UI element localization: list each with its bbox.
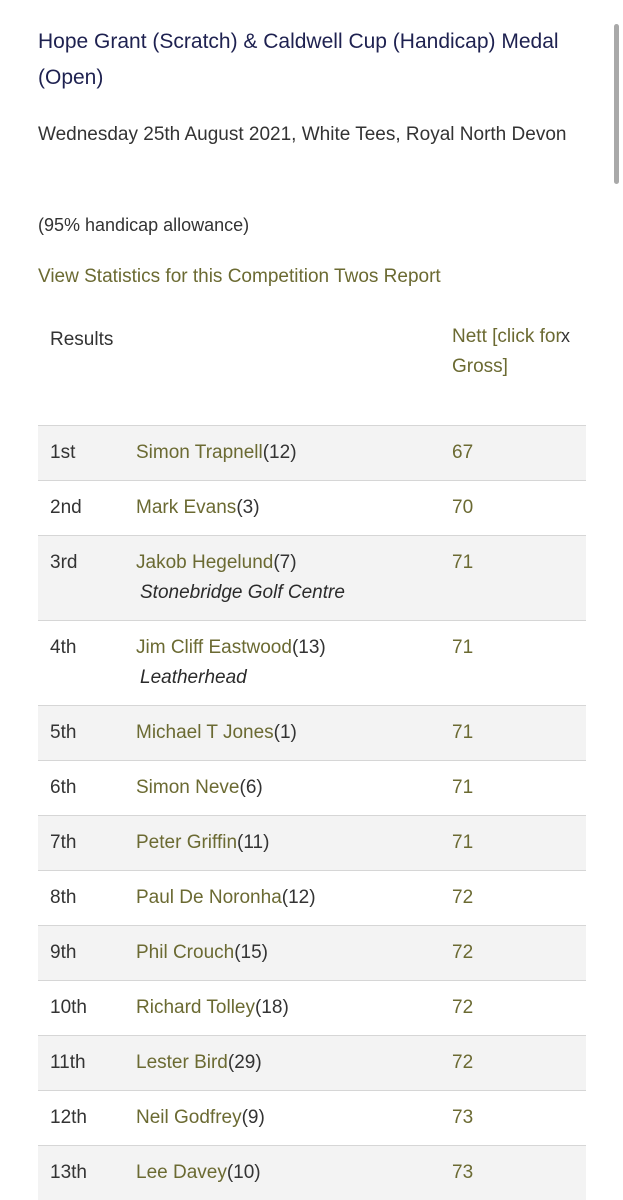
row-player bbox=[136, 885, 316, 911]
player-handicap: (3) bbox=[236, 497, 260, 518]
table-row bbox=[38, 981, 586, 1036]
player-name-link[interactable]: Michael T Jones bbox=[136, 722, 274, 743]
table-row bbox=[38, 481, 586, 536]
player-name-link[interactable]: Phil Crouch bbox=[136, 942, 235, 963]
row-player bbox=[136, 495, 260, 521]
row-score[interactable]: 71 bbox=[452, 777, 474, 798]
row-player bbox=[136, 995, 289, 1021]
row-position: 1st bbox=[50, 442, 76, 463]
row-position: 9th bbox=[50, 942, 77, 963]
row-player bbox=[136, 550, 297, 576]
player-name-link[interactable]: Paul De Noronha bbox=[136, 887, 282, 908]
row-position: 12th bbox=[50, 1107, 87, 1128]
row-score[interactable]: 71 bbox=[452, 832, 474, 853]
table-row bbox=[38, 621, 586, 706]
row-score[interactable]: 72 bbox=[452, 887, 474, 908]
row-player bbox=[136, 440, 297, 466]
row-position: 5th bbox=[50, 722, 77, 743]
player-handicap: (11) bbox=[237, 832, 270, 853]
player-handicap: (13) bbox=[291, 637, 326, 658]
row-score[interactable]: 72 bbox=[452, 1052, 474, 1073]
row-player bbox=[136, 720, 297, 746]
row-position: 2nd bbox=[50, 497, 82, 518]
row-score[interactable]: 70 bbox=[452, 497, 474, 518]
row-position: 13th bbox=[50, 1162, 87, 1183]
row-player bbox=[136, 635, 326, 661]
player-handicap: (15) bbox=[234, 942, 269, 963]
player-name-link[interactable]: Mark Evans bbox=[136, 497, 237, 518]
results-rows bbox=[38, 426, 586, 1200]
results-header-row bbox=[38, 320, 586, 426]
player-handicap: (18) bbox=[254, 997, 289, 1018]
twos-report-link[interactable]: Twos Report bbox=[334, 266, 441, 287]
results-header-label: Results bbox=[50, 329, 114, 350]
table-row bbox=[38, 1146, 586, 1200]
competition-date-venue: Wednesday 25th August 2021, White Tees, Royal North Devon bbox=[38, 124, 567, 145]
row-player bbox=[136, 1050, 262, 1076]
player-handicap: (12) bbox=[281, 887, 316, 908]
player-name-link[interactable]: Neil Godfrey bbox=[136, 1107, 242, 1128]
player-handicap: (1) bbox=[273, 722, 297, 743]
row-player bbox=[136, 1160, 261, 1186]
player-name-link[interactable]: Simon Neve bbox=[136, 777, 240, 798]
player-name-link[interactable]: Lee Davey bbox=[136, 1162, 227, 1183]
row-score[interactable]: 73 bbox=[452, 1107, 474, 1128]
table-row bbox=[38, 1091, 586, 1146]
row-player bbox=[136, 940, 268, 966]
row-position: 4th bbox=[50, 637, 77, 658]
player-handicap: (12) bbox=[262, 442, 297, 463]
player-name-link[interactable]: Lester Bird bbox=[136, 1052, 228, 1073]
results-table bbox=[38, 320, 586, 1200]
table-row bbox=[38, 761, 586, 816]
row-score[interactable]: 67 bbox=[452, 442, 474, 463]
table-row bbox=[38, 706, 586, 761]
nett-gross-toggle[interactable]: Nett [click for Gross] bbox=[452, 326, 562, 377]
row-player bbox=[136, 830, 269, 856]
player-club: Leatherhead bbox=[140, 667, 247, 688]
player-handicap: (7) bbox=[273, 552, 297, 573]
row-position: 6th bbox=[50, 777, 77, 798]
player-club: Stonebridge Golf Centre bbox=[140, 582, 345, 603]
row-position: 7th bbox=[50, 832, 77, 853]
player-name-link[interactable]: Jim Cliff Eastwood bbox=[136, 637, 292, 658]
row-score[interactable]: 71 bbox=[452, 637, 474, 658]
table-row bbox=[38, 926, 586, 981]
row-player bbox=[136, 775, 263, 801]
player-name-link[interactable]: Jakob Hegelund bbox=[136, 552, 274, 573]
row-score[interactable]: 71 bbox=[452, 552, 474, 573]
player-name-link[interactable]: Simon Trapnell bbox=[136, 442, 263, 463]
row-score[interactable]: 73 bbox=[452, 1162, 474, 1183]
scrollbar-thumb[interactable] bbox=[614, 24, 619, 184]
close-button[interactable]: x bbox=[561, 326, 570, 346]
competition-title: Hope Grant (Scratch) & Caldwell Cup (Handicap) Medal (Open) bbox=[38, 30, 559, 89]
competition-links bbox=[38, 263, 441, 291]
player-handicap: (29) bbox=[227, 1052, 262, 1073]
row-player bbox=[136, 1105, 265, 1131]
row-score[interactable]: 72 bbox=[452, 942, 474, 963]
handicap-allowance: (95% handicap allowance) bbox=[38, 215, 250, 235]
row-score[interactable]: 72 bbox=[452, 997, 474, 1018]
view-statistics-link[interactable]: View Statistics for this Competition bbox=[38, 266, 330, 287]
table-row bbox=[38, 426, 586, 481]
table-row bbox=[38, 816, 586, 871]
player-name-link[interactable]: Richard Tolley bbox=[136, 997, 255, 1018]
row-position: 3rd bbox=[50, 552, 78, 573]
player-handicap: (9) bbox=[241, 1107, 265, 1128]
table-row bbox=[38, 871, 586, 926]
player-handicap: (6) bbox=[239, 777, 263, 798]
row-position: 11th bbox=[50, 1052, 86, 1073]
player-name-link[interactable]: Peter Griffin bbox=[136, 832, 238, 853]
row-position: 8th bbox=[50, 887, 77, 908]
row-position: 10th bbox=[50, 997, 87, 1018]
table-row bbox=[38, 1036, 586, 1091]
table-row bbox=[38, 536, 586, 621]
row-score[interactable]: 71 bbox=[452, 722, 474, 743]
player-handicap: (10) bbox=[226, 1162, 261, 1183]
